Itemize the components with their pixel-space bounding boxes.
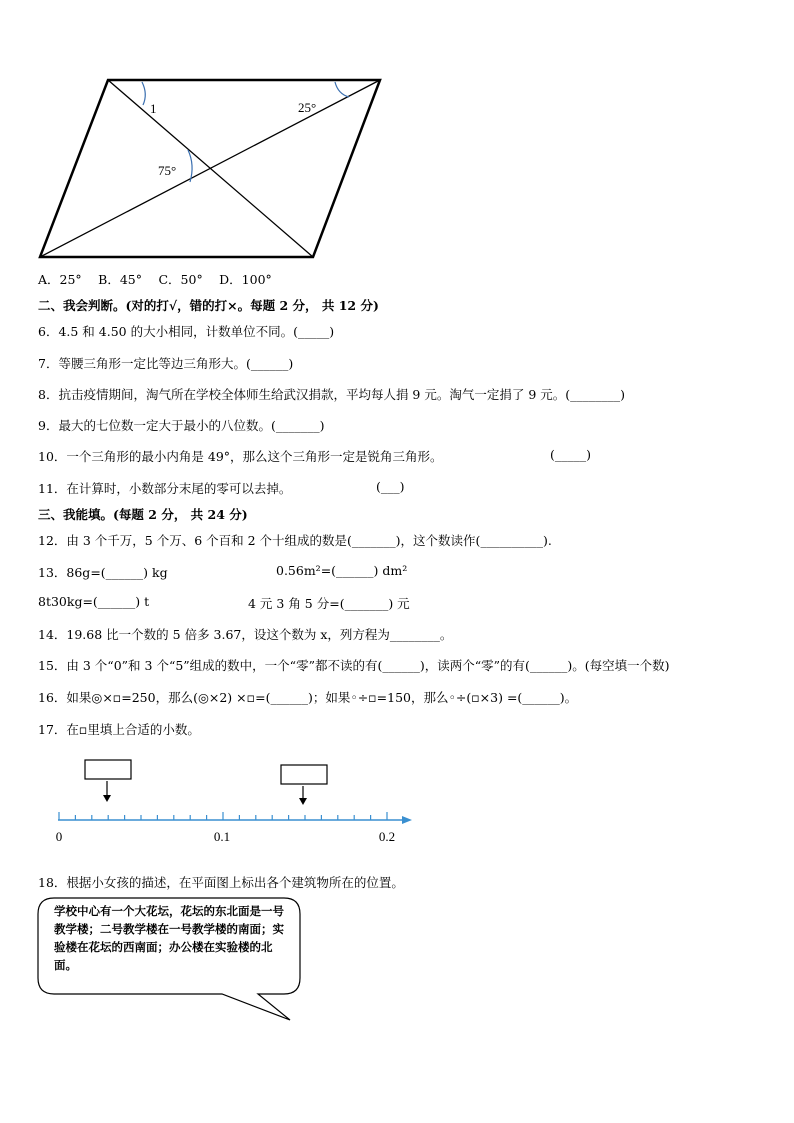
question-16: 16．如果◎×▫=250，那么(◎×2) ×▫=(______)；如果◦÷▫=150，那么◦÷(▫×3) =(______)。 xyxy=(38,690,578,705)
diagonal-2 xyxy=(40,80,380,257)
angle-label-1: 1 xyxy=(150,101,157,116)
arrow-1-head xyxy=(103,795,111,802)
question-9: 9．最大的七位数一定大于最小的八位数。(_______) xyxy=(38,418,325,433)
number-line-figure xyxy=(50,755,420,850)
tick-label-0.1: 0.1 xyxy=(213,829,231,844)
question-10: 10．一个三角形的最小内角是 49°，那么这个三角形一定是锐角三角形。 xyxy=(38,449,443,464)
question-13b: 0.56m²=(______) dm² xyxy=(276,563,408,578)
question-11: 11．在计算时，小数部分末尾的零可以去掉。 xyxy=(38,481,292,496)
question-14: 14．19.68 比一个数的 5 倍多 3.67，设这个数为 x，列方程为________。 xyxy=(38,627,453,642)
section2-heading: 二、我会判断。(对的打√，错的打×。每题 2 分， 共 12 分) xyxy=(38,298,379,313)
question-17: 17．在▫里填上合适的小数。 xyxy=(38,722,200,737)
question-13a: 13．86g=(______) kg xyxy=(38,565,168,580)
section3-heading: 三、我能填。(每题 2 分， 共 24 分) xyxy=(38,507,248,522)
number-line-arrowhead xyxy=(402,816,412,824)
parallelogram-figure xyxy=(30,70,400,270)
question-8: 8．抗击疫情期间，淘气所在学校全体师生给武汉捐款，平均每人捐 9 元。淘气一定捐了 9 元。(________) xyxy=(38,387,626,402)
angle-label-25: 25° xyxy=(298,100,317,115)
angle-arc-1 xyxy=(142,82,145,105)
tick-label-0: 0 xyxy=(55,829,63,844)
angle-arc-75 xyxy=(188,150,192,182)
speech-bubble-text: 学校中心有一个大花坛，花坛的东北面是一号教学楼；二号教学楼在一号教学楼的南面；实验楼在花坛的西南面；办公楼在实验楼的北面。 xyxy=(54,904,284,972)
question-6: 6．4.5 和 4.50 的大小相同，计数单位不同。(_____) xyxy=(38,324,335,339)
arrow-2-head xyxy=(299,798,307,805)
question-13c: 8t30kg=(______) t xyxy=(38,594,150,609)
question-15: 15．由 3 个“0”和 3 个“5”组成的数中，一个“零”都不读的有(______)，读两个“零”的有(______)。(每空填一个数) xyxy=(38,658,670,673)
answer-box-2[interactable] xyxy=(281,765,327,784)
number-line-ticks xyxy=(59,812,387,820)
q5-options: A．25° B．45° C．50° D．100° xyxy=(38,272,272,287)
angle-label-75: 75° xyxy=(158,163,177,178)
question-10-blank: (_____) xyxy=(550,447,592,462)
question-7: 7．等腰三角形一定比等边三角形大。(______) xyxy=(38,356,294,371)
question-12: 12．由 3 个千万，5 个万、6 个百和 2 个十组成的数是(_______)，这个数读作(__________). xyxy=(38,533,552,548)
angle-arc-25 xyxy=(335,82,349,97)
question-18: 18．根据小女孩的描述，在平面图上标出各个建筑物所在的位置。 xyxy=(38,875,404,890)
answer-box-1[interactable] xyxy=(85,760,131,779)
tick-label-0.2: 0.2 xyxy=(378,829,396,844)
question-13d: 4 元 3 角 5 分=(_______) 元 xyxy=(248,596,410,611)
question-11-blank: (___) xyxy=(376,479,405,494)
